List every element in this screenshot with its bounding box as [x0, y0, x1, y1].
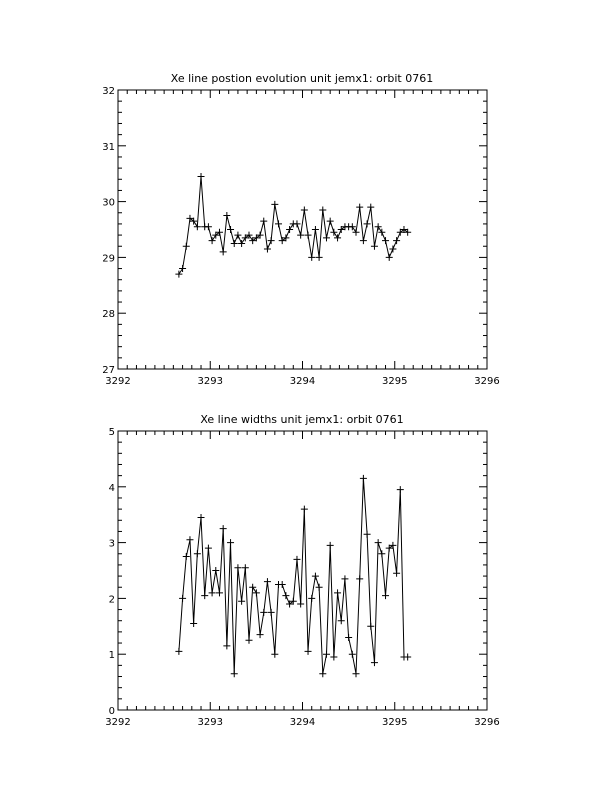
data-point [260, 609, 267, 616]
x-tick-label: 3292 [105, 376, 131, 387]
data-point [216, 589, 223, 596]
data-point [238, 240, 245, 247]
data-point [397, 486, 404, 493]
data-point [386, 254, 393, 261]
y-axis [109, 427, 115, 717]
data-point [345, 634, 352, 641]
data-point [282, 592, 289, 599]
x-tick-label: 3292 [105, 717, 131, 728]
position-evolution-plot [102, 72, 499, 387]
data-point [175, 271, 182, 278]
data-point [194, 550, 201, 557]
data-point [360, 237, 367, 244]
data-point [334, 234, 341, 241]
data-point [330, 229, 337, 236]
data-point [201, 592, 208, 599]
data-point [301, 206, 308, 213]
data-point [249, 584, 256, 591]
x-tick-label: 3294 [289, 717, 316, 728]
data-point [220, 248, 227, 255]
data-point [179, 595, 186, 602]
y-tick-label: 1 [108, 650, 115, 662]
data-point [375, 539, 382, 546]
data-point [393, 570, 400, 577]
y-tick-label: 4 [108, 482, 115, 494]
y-tick-label: 32 [102, 86, 115, 97]
data-point [378, 229, 385, 236]
data-point [205, 545, 212, 552]
data-point [198, 173, 205, 180]
x-tick-label: 3295 [382, 376, 408, 387]
x-axis [105, 717, 499, 728]
x-tick-label: 3296 [474, 376, 500, 387]
series-line [179, 478, 408, 673]
data-point [279, 581, 286, 588]
data-point [349, 223, 356, 230]
data-point [364, 531, 371, 538]
data-point [305, 232, 312, 239]
data-point [286, 226, 293, 233]
data-point [382, 592, 389, 599]
data-point [308, 254, 315, 261]
data-point [231, 240, 238, 247]
data-point [349, 651, 356, 658]
data-point [186, 536, 193, 543]
data-point [234, 564, 241, 571]
data-point [223, 212, 230, 219]
data-point [293, 220, 300, 227]
data-point [319, 670, 326, 677]
data-point [367, 204, 374, 211]
plot-frame [118, 90, 487, 369]
data-point [268, 609, 275, 616]
data-point [245, 637, 252, 644]
data-series [175, 475, 411, 677]
data-point [378, 550, 385, 557]
data-point [338, 617, 345, 624]
data-point [271, 201, 278, 208]
data-point [353, 229, 360, 236]
data-point [238, 598, 245, 605]
data-point [227, 226, 234, 233]
data-point [312, 226, 319, 233]
y-tick-label: 5 [108, 427, 115, 438]
x-tick-label: 3295 [382, 717, 408, 728]
data-point [389, 246, 396, 253]
data-point [371, 243, 378, 250]
y-tick-label: 3 [108, 538, 115, 550]
y-tick-label: 28 [102, 309, 115, 321]
x-tick-label: 3294 [289, 376, 316, 387]
data-point [393, 237, 400, 244]
data-point [334, 589, 341, 596]
data-point [371, 659, 378, 666]
tick-marks [118, 431, 487, 710]
data-point [330, 653, 337, 660]
data-point [404, 653, 411, 660]
plot-title: Xe line postion evolution unit jemx1: orbit 0761 [170, 72, 434, 85]
plot-title: Xe line widths unit jemx1: orbit 0761 [200, 413, 404, 426]
data-point [179, 265, 186, 272]
data-point [253, 589, 260, 596]
y-tick-label: 29 [102, 253, 115, 265]
data-point [382, 237, 389, 244]
data-point [183, 553, 190, 560]
data-point [301, 506, 308, 513]
data-point [275, 220, 282, 227]
data-point [305, 648, 312, 655]
x-tick-label: 3293 [197, 717, 223, 728]
data-point [190, 620, 197, 627]
plot-frame [118, 431, 487, 710]
data-point [264, 578, 271, 585]
y-tick-label: 31 [102, 141, 115, 153]
data-point [312, 573, 319, 580]
data-point [198, 514, 205, 521]
y-tick-label: 27 [102, 365, 115, 376]
data-point [220, 525, 227, 532]
data-point [264, 246, 271, 253]
data-point [231, 670, 238, 677]
data-point [356, 204, 363, 211]
data-point [175, 648, 182, 655]
data-point [234, 232, 241, 239]
data-point [297, 232, 304, 239]
data-point [223, 642, 230, 649]
data-point [323, 651, 330, 658]
data-point [268, 237, 275, 244]
data-point [364, 220, 371, 227]
line-widths-plot [105, 413, 499, 728]
y-axis [102, 86, 115, 376]
y-tick-label: 30 [102, 197, 115, 209]
data-point [209, 237, 216, 244]
x-axis [105, 376, 499, 387]
data-point [367, 623, 374, 630]
data-point [323, 234, 330, 241]
data-point [327, 218, 334, 225]
y-tick-label: 2 [108, 594, 115, 606]
data-point [227, 539, 234, 546]
data-point [356, 575, 363, 582]
data-point [375, 223, 382, 230]
data-series [175, 173, 411, 278]
data-point [316, 584, 323, 591]
data-point [308, 595, 315, 602]
data-point [242, 564, 249, 571]
data-point [316, 254, 323, 261]
y-tick-label: 0 [108, 706, 115, 717]
x-tick-label: 3293 [197, 376, 223, 387]
data-point [353, 670, 360, 677]
data-point [260, 218, 267, 225]
data-point [319, 206, 326, 213]
data-point [257, 631, 264, 638]
data-point [360, 475, 367, 482]
data-point [271, 651, 278, 658]
tick-marks [118, 90, 487, 369]
data-point [212, 567, 219, 574]
data-point [209, 589, 216, 596]
data-point [194, 223, 201, 230]
x-tick-label: 3296 [474, 717, 500, 728]
data-point [297, 600, 304, 607]
data-point [183, 243, 190, 250]
data-point [341, 575, 348, 582]
data-point [293, 556, 300, 563]
data-point [327, 542, 334, 549]
data-point [205, 223, 212, 230]
